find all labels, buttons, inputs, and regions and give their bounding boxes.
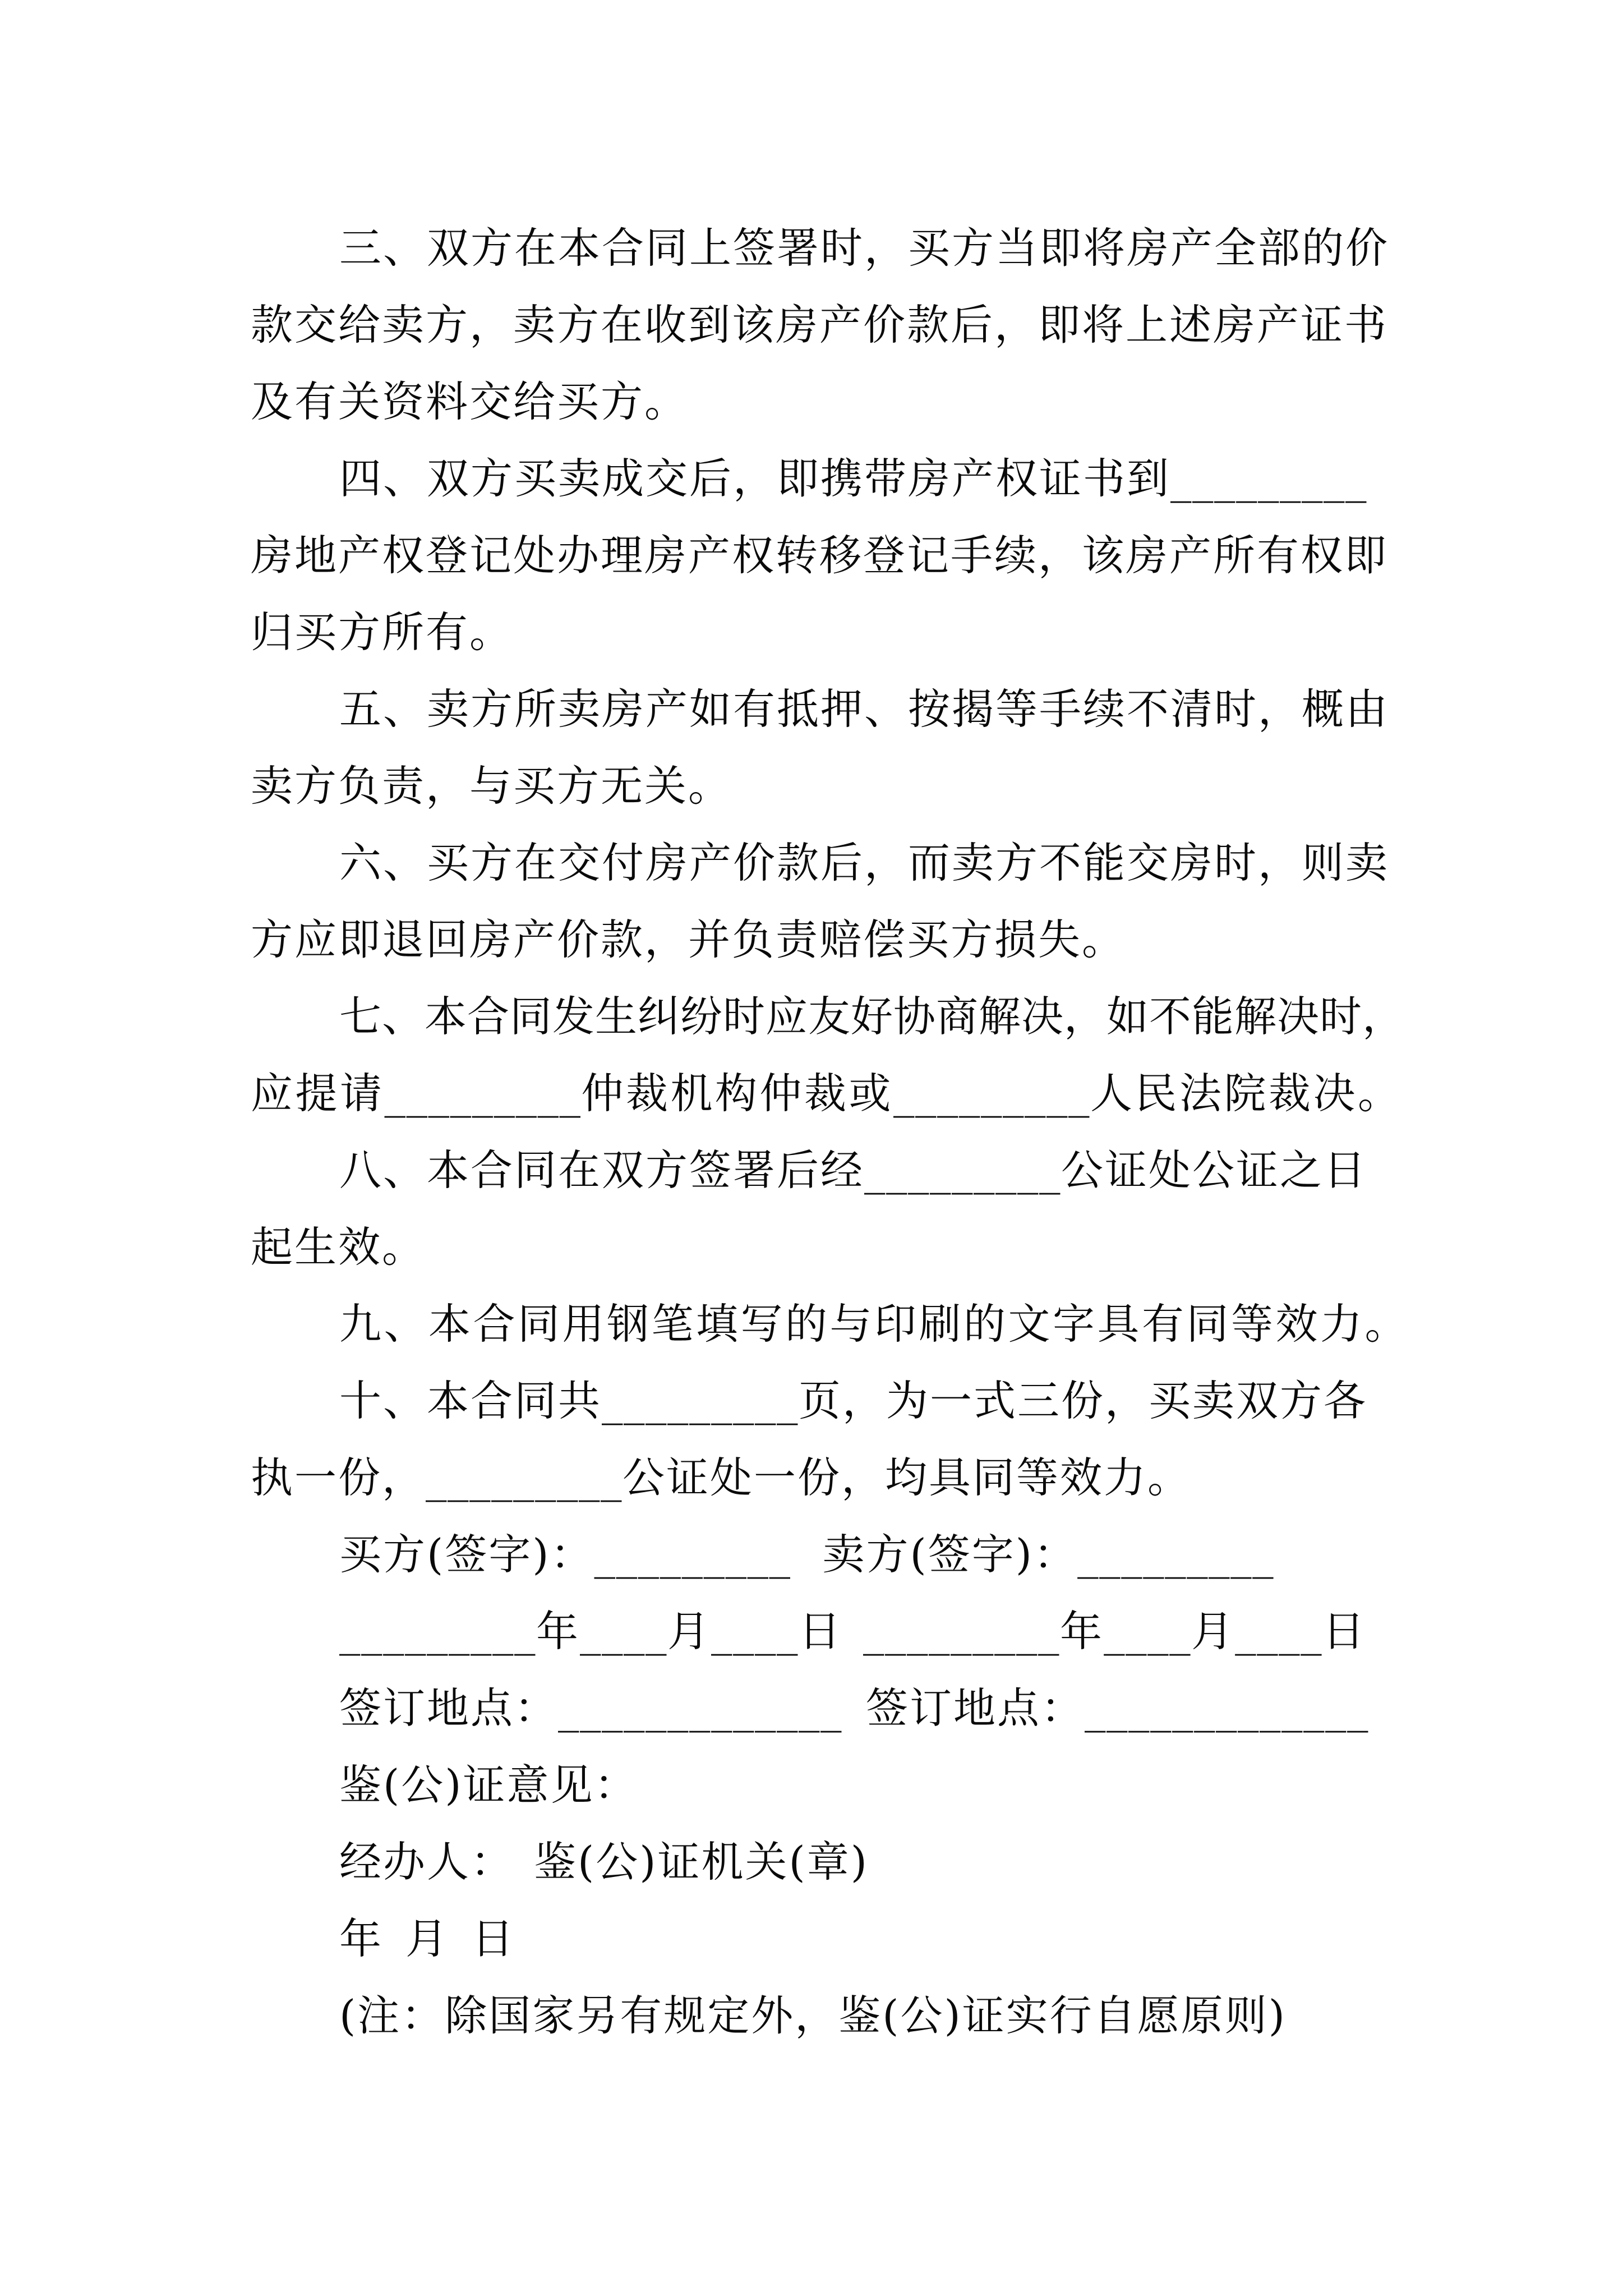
buyer-year-label: 年 <box>536 1607 580 1656</box>
clause-3-line-3 <box>0 364 1623 440</box>
clause-4-line-2 <box>0 517 1623 594</box>
notary-authority-label: 鉴(公)证机关(章) <box>534 1837 869 1887</box>
notary-day-label: 日 <box>472 1914 516 1963</box>
clause-text: 四、双方买卖成交后，即携带房产权证书到 <box>339 454 1171 503</box>
notary-copy-blank: _________ <box>426 1453 623 1502</box>
buyer-place-blank: _____________ <box>558 1683 843 1733</box>
clause-4-line-1 <box>0 440 1623 517</box>
clause-10-line-2 <box>0 1439 1623 1516</box>
seller-day-label: 日 <box>1322 1607 1367 1656</box>
arbitration-body-blank: _________ <box>384 1069 582 1118</box>
notary-year-label: 年 <box>339 1914 384 1963</box>
clause-text: 归买方所有。 <box>251 608 514 657</box>
registry-office-blank: _________ <box>1170 454 1368 503</box>
clause-text: 页，为一式三份，买卖双方各 <box>799 1376 1368 1425</box>
signature-date-row <box>0 1593 1623 1670</box>
seller-day-blank: ____ <box>1235 1607 1323 1656</box>
notary-month-label: 月 <box>405 1914 450 1963</box>
court-blank: _________ <box>893 1069 1091 1118</box>
notary-opinion-label: 鉴(公)证意见： <box>339 1760 638 1810</box>
seller-place-blank: _____________ <box>1085 1683 1370 1733</box>
clause-5-line-1 <box>0 671 1623 748</box>
clause-text: 七、本合同发生纠纷时应友好协商解决，如不能解决时， <box>339 992 1405 1041</box>
clause-3-line-1 <box>0 210 1623 287</box>
notary-handler-row <box>0 1824 1623 1901</box>
contract-page <box>0 210 1623 2054</box>
clause-8-line-2 <box>0 1209 1623 1286</box>
handler-label: 经办人： <box>339 1837 515 1887</box>
clause-text: 方应即退回房产价款，并负责赔偿买方损失。 <box>251 915 1126 964</box>
clause-text: 八、本合同在双方签署后经 <box>339 1145 865 1195</box>
clause-text: 执一份， <box>251 1453 426 1502</box>
clause-text: 卖方负责，与买方无关。 <box>251 761 732 811</box>
seller-year-blank: _________ <box>863 1607 1061 1656</box>
clause-text: 人民法院裁决。 <box>1090 1069 1403 1118</box>
signature-row <box>0 1516 1623 1593</box>
clause-7-line-2 <box>0 1055 1623 1132</box>
clause-text: 房地产权登记处办理房产权转移登记手续，该房产所有权即 <box>251 531 1389 580</box>
seller-signature-blank: _________ <box>1077 1530 1275 1579</box>
clause-text: 款交给卖方，卖方在收到该房产价款后，即将上述房产证书 <box>251 300 1389 349</box>
seller-place-label: 签订地点： <box>866 1683 1085 1733</box>
clause-8-line-1 <box>0 1132 1623 1209</box>
seller-year-label: 年 <box>1060 1607 1104 1656</box>
clause-9-line-1 <box>0 1286 1623 1363</box>
clause-text: 应提请 <box>251 1069 385 1118</box>
clause-text: 起生效。 <box>251 1222 426 1272</box>
clause-text: 公证处一份，均具同等效力。 <box>623 1453 1192 1502</box>
clause-text: 十、本合同共 <box>339 1376 602 1425</box>
seller-month-blank: ____ <box>1104 1607 1192 1656</box>
seller-signature-label: 卖方(签字)： <box>822 1530 1078 1579</box>
clause-3-line-2 <box>0 287 1623 364</box>
footnote-row <box>0 1977 1623 2054</box>
clause-6-line-2 <box>0 901 1623 978</box>
seller-month-label: 月 <box>1191 1607 1235 1656</box>
buyer-day-blank: ____ <box>711 1607 799 1656</box>
notary-opinion-row <box>0 1747 1623 1824</box>
buyer-signature-label: 买方(签字)： <box>339 1530 594 1579</box>
clause-text: 公证处公证之日 <box>1061 1145 1368 1195</box>
clause-10-line-1 <box>0 1363 1623 1439</box>
clause-7-line-1 <box>0 978 1623 1055</box>
buyer-month-blank: ____ <box>580 1607 668 1656</box>
clause-5-line-2 <box>0 748 1623 825</box>
buyer-signature-blank: _________ <box>594 1530 791 1579</box>
page-count-blank: _________ <box>602 1376 799 1425</box>
clause-text: 三、双方在本合同上签署时，买方当即将房产全部的价 <box>339 223 1390 273</box>
buyer-year-blank: _________ <box>339 1607 536 1656</box>
clause-4-line-3 <box>0 594 1623 671</box>
clause-text: 九、本合同用钢笔填写的与印刷的文字具有同等效力。 <box>339 1299 1410 1349</box>
signing-place-row <box>0 1670 1623 1747</box>
buyer-day-label: 日 <box>799 1607 843 1656</box>
clause-text: 及有关资料交给买方。 <box>251 377 689 426</box>
buyer-place-label: 签订地点： <box>339 1683 559 1733</box>
clause-6-line-1 <box>0 825 1623 901</box>
clause-text: 仲裁机构仲裁或 <box>581 1069 894 1118</box>
clause-text: 六、买方在交付房产价款后，而卖方不能交房时，则卖 <box>339 838 1390 887</box>
clause-text: 五、卖方所卖房产如有抵押、按揭等手续不清时，概由 <box>339 684 1390 734</box>
notary-date-row <box>0 1901 1623 1977</box>
footnote: (注：除国家另有规定外，鉴(公)证实行自愿原则) <box>339 1991 1287 2040</box>
buyer-month-label: 月 <box>667 1607 712 1656</box>
notary-office-blank: _________ <box>864 1145 1062 1195</box>
